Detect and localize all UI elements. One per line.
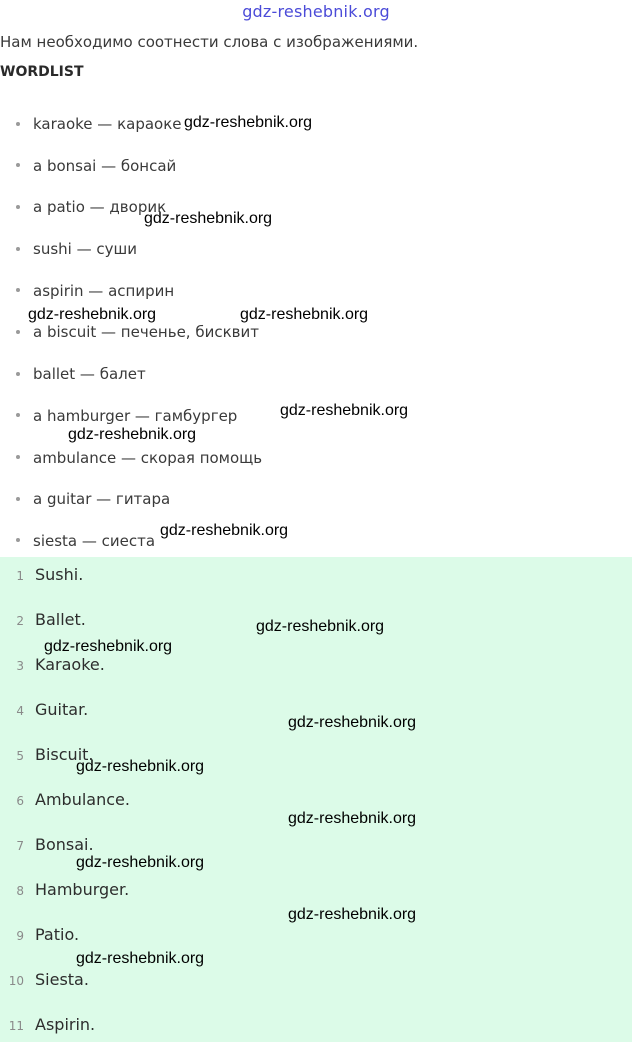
wordlist-item-text: karaoke — караоке (33, 115, 182, 133)
answer-number: 11 (8, 1019, 24, 1033)
watermark: gdz-reshebnik.org (28, 306, 157, 323)
answer-text: Siesta. (35, 970, 89, 989)
wordlist-heading: WORDLIST (0, 64, 84, 80)
watermark: gdz-reshebnik.org (68, 426, 197, 443)
answer-text: Aspirin. (35, 1015, 96, 1034)
bullet-icon (16, 372, 20, 376)
watermark: gdz-reshebnik.org (280, 402, 409, 419)
watermark: gdz-reshebnik.org (288, 810, 417, 827)
answer-item (0, 655, 105, 674)
watermark: gdz-reshebnik.org (76, 854, 205, 871)
wordlist-item (0, 146, 262, 188)
answer-text: Biscuit. (35, 745, 94, 764)
answer-item (0, 970, 89, 989)
wordlist-item-text: ballet — балет (33, 365, 146, 384)
answer-item (0, 880, 129, 899)
answer-text: Patio. (35, 925, 80, 944)
bullet-icon (16, 497, 20, 501)
answer-number: 10 (8, 974, 24, 988)
site-header-link[interactable]: gdz-reshebnik.org (242, 2, 390, 21)
answer-text: Hamburger. (35, 880, 130, 899)
answer-item (0, 565, 83, 584)
bullet-icon (16, 122, 20, 126)
answer-number: 9 (16, 929, 24, 943)
watermark: gdz-reshebnik.org (256, 618, 385, 635)
wordlist-item (0, 354, 262, 396)
answer-text: Bonsai. (35, 835, 94, 854)
watermark: gdz-reshebnik.org (44, 638, 173, 655)
bullet-icon (16, 205, 20, 209)
wordlist-item-text: ambulance — скорая помощь (33, 448, 263, 467)
answer-text: Karaoke. (35, 655, 105, 674)
wordlist-item-text: sushi — суши (33, 240, 137, 259)
wordlist-item-text: a bonsai — бонсай (33, 156, 177, 175)
bullet-icon (16, 413, 20, 417)
answer-text: Ballet. (35, 610, 86, 629)
answer-item (0, 1015, 95, 1034)
answer-number: 5 (16, 749, 24, 763)
answer-number: 8 (16, 884, 24, 898)
bullet-icon (16, 330, 20, 334)
answer-item (0, 790, 130, 809)
answer-number: 1 (16, 569, 24, 583)
watermark: gdz-reshebnik.org (160, 522, 289, 539)
watermark: gdz-reshebnik.org (288, 714, 417, 731)
wordlist-item-text: a patio — дворик (33, 198, 167, 217)
answer-number: 4 (16, 704, 24, 718)
answer-item (0, 700, 88, 719)
wordlist-item (0, 479, 262, 521)
watermark: gdz-reshebnik.org (184, 114, 313, 131)
watermark: gdz-reshebnik.org (240, 306, 369, 323)
answer-number: 3 (16, 659, 24, 673)
answer-item (0, 925, 79, 944)
bullet-icon (16, 455, 20, 459)
answer-number: 2 (16, 614, 24, 628)
wordlist-item-text: aspirin — аспирин (33, 281, 175, 300)
answer-text: Sushi. (35, 565, 84, 584)
watermark: gdz-reshebnik.org (288, 906, 417, 923)
bullet-icon (16, 163, 20, 167)
answer-text: Guitar. (35, 700, 89, 719)
watermark: gdz-reshebnik.org (76, 950, 205, 967)
wordlist-item (0, 229, 262, 271)
answer-text: Ambulance. (35, 790, 130, 809)
wordlist-item-text: siesta — сиеста (33, 531, 156, 550)
wordlist (0, 104, 262, 563)
answer-number: 6 (16, 794, 24, 808)
answer-number: 7 (16, 839, 24, 853)
bullet-icon (16, 288, 20, 292)
answer-item (0, 610, 86, 629)
answer-item (0, 835, 94, 854)
watermark: gdz-reshebnik.org (144, 210, 273, 227)
wordlist-item-text: a guitar — гитара (33, 490, 171, 509)
wordlist-item-text: a hamburger — гамбургер (33, 406, 238, 425)
bullet-icon (16, 538, 20, 542)
watermark: gdz-reshebnik.org (76, 758, 205, 775)
bullet-icon (16, 247, 20, 251)
wordlist-item-text: a biscuit — печенье, бисквит (33, 323, 259, 342)
intro-text: Нам необходимо соотнести слова с изображениями. (0, 33, 419, 51)
